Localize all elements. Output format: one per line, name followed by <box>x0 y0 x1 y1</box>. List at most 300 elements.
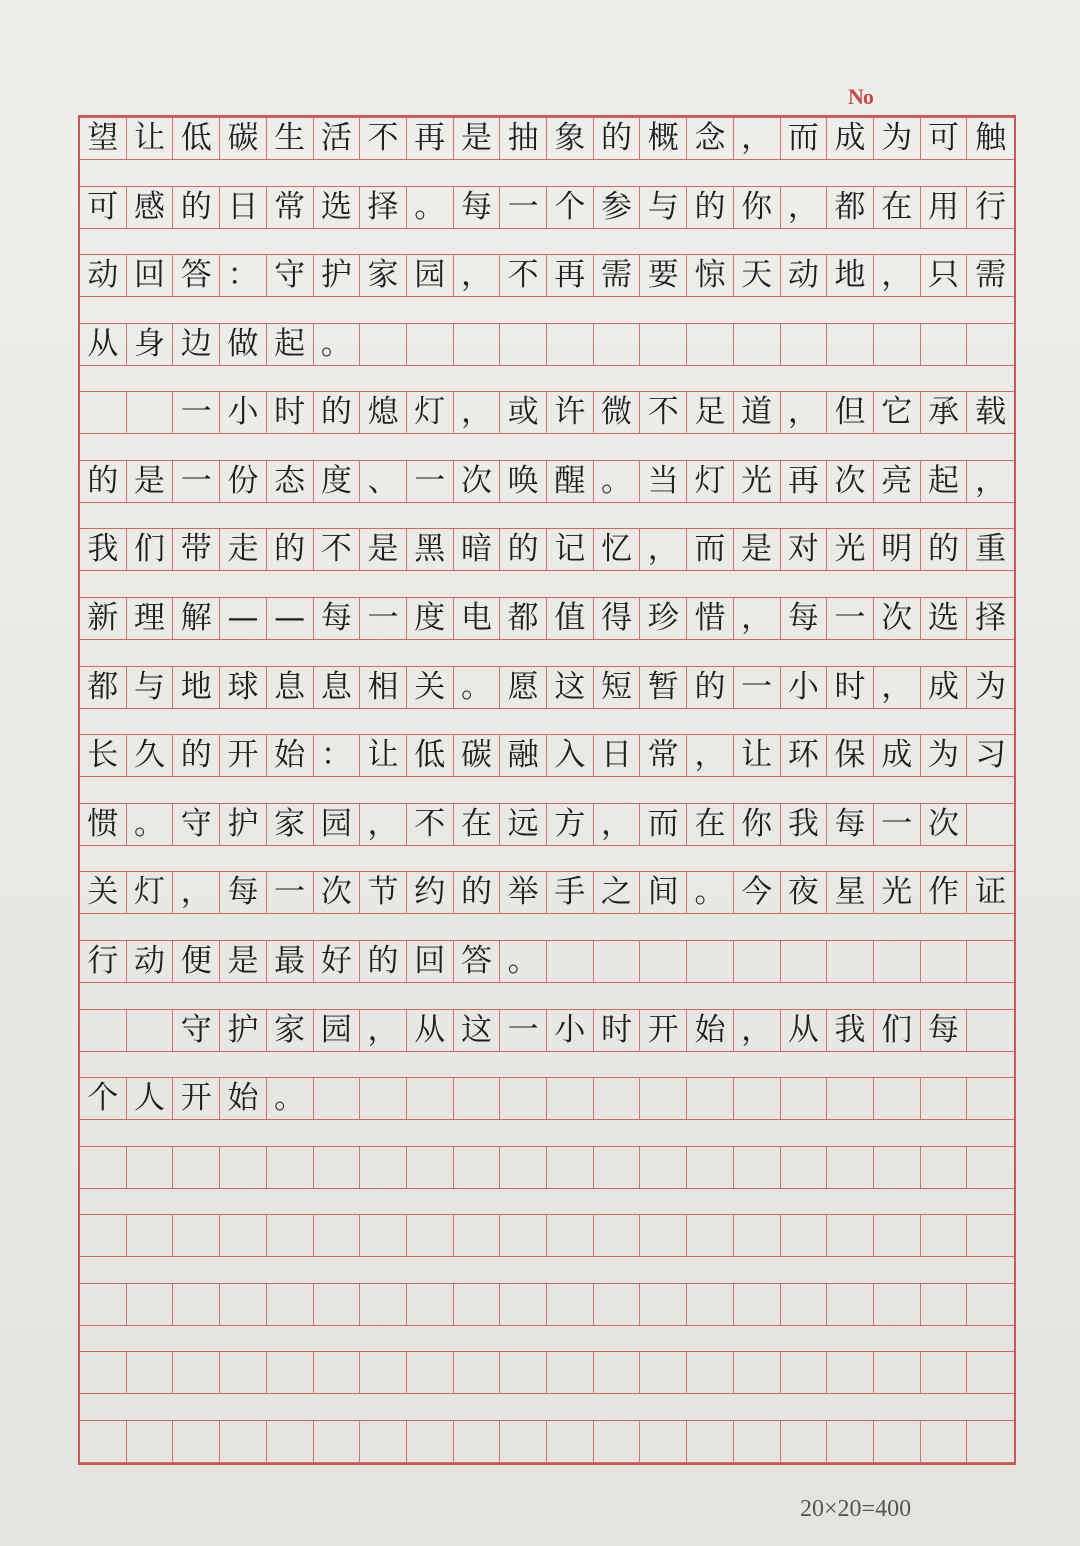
grid-cell <box>220 1284 267 1325</box>
grid-cell: ： <box>220 255 267 296</box>
grid-cell: 园 <box>314 1010 361 1051</box>
grid-cell <box>360 1421 407 1462</box>
grid-cell <box>220 1352 267 1393</box>
grid-cell <box>921 941 968 982</box>
grid-cell: 成 <box>874 735 921 776</box>
grid-cell <box>687 1284 734 1325</box>
grid-cell: 与 <box>127 667 174 708</box>
grid-cell: ， <box>360 1010 407 1051</box>
grid-cell: ， <box>594 804 641 845</box>
grid-cell <box>547 1078 594 1119</box>
grid-cell: 一 <box>827 598 874 639</box>
grid-cell: 碳 <box>220 118 267 159</box>
grid-cell <box>500 1147 547 1188</box>
grid-cell: 念 <box>687 118 734 159</box>
grid-cell: 择 <box>975 600 1007 636</box>
grid-cell: 道 <box>734 392 781 433</box>
grid-cell: 记 <box>547 529 594 570</box>
grid-cell: 好 <box>314 941 361 982</box>
grid-cell <box>314 1421 361 1462</box>
grid-cell: 始 <box>267 735 314 776</box>
grid-cell <box>173 1421 220 1462</box>
grid-cell <box>594 1215 641 1256</box>
grid-cell: 让 <box>127 118 174 159</box>
writing-grid <box>78 115 1016 1465</box>
grid-cell: 。 <box>454 667 501 708</box>
grid-cell <box>781 941 828 982</box>
grid-cell: ， <box>173 872 220 913</box>
grid-cell: — <box>220 598 267 639</box>
grid-cell <box>687 1147 734 1188</box>
grid-cell: 一 <box>500 1010 547 1051</box>
grid-row <box>80 460 1014 503</box>
grid-cell <box>874 1147 921 1188</box>
grid-cell <box>640 1352 687 1393</box>
grid-cell: 不 <box>407 804 454 845</box>
grid-cell: 动 <box>781 255 828 296</box>
grid-cell: 你 <box>734 804 781 845</box>
grid-cell: 或 <box>500 392 547 433</box>
grid-cell: 守 <box>173 1010 220 1051</box>
grid-cell: 愿 <box>500 667 547 708</box>
grid-cell <box>921 1421 968 1462</box>
grid-cell <box>173 1215 220 1256</box>
grid-cell <box>827 1421 874 1462</box>
grid-cell: 园 <box>407 255 454 296</box>
grid-cell <box>734 1284 781 1325</box>
grid-cell: 每 <box>314 598 361 639</box>
grid-cell: 保 <box>827 735 874 776</box>
grid-cell <box>967 1078 1014 1119</box>
grid-cell: 开 <box>220 735 267 776</box>
grid-cell <box>687 1215 734 1256</box>
grid-cell: ， <box>874 667 921 708</box>
grid-cell <box>360 1352 407 1393</box>
grid-cell: 暂 <box>640 667 687 708</box>
grid-cell: ， <box>454 255 501 296</box>
grid-cell: 常 <box>640 735 687 776</box>
grid-cell <box>407 324 454 365</box>
grid-row <box>80 1077 1014 1120</box>
grid-cell: 边 <box>173 324 220 365</box>
grid-cell: 这 <box>454 1010 501 1051</box>
grid-cell: 行 <box>80 941 127 982</box>
grid-cell: ： <box>314 735 361 776</box>
grid-cell: 触 <box>975 120 1007 156</box>
grid-cell: 份 <box>220 461 267 502</box>
grid-cell: 感 <box>127 187 174 228</box>
grid-cell: 再 <box>407 118 454 159</box>
grid-cell: 相 <box>360 667 407 708</box>
grid-row <box>80 1420 1014 1463</box>
grid-cell <box>640 324 687 365</box>
grid-cell: 为 <box>975 669 1007 705</box>
grid-cell: 次 <box>454 461 501 502</box>
grid-cell: 家 <box>267 1010 314 1051</box>
grid-cell: 与 <box>640 187 687 228</box>
grid-cell <box>267 1352 314 1393</box>
grid-cell: 的 <box>360 941 407 982</box>
grid-cell: 次 <box>827 461 874 502</box>
grid-row <box>80 940 1014 983</box>
grid-cell <box>734 1147 781 1188</box>
grid-cell <box>874 1284 921 1325</box>
grid-row <box>80 803 1014 846</box>
grid-cell: 光 <box>827 529 874 570</box>
grid-cell <box>267 1421 314 1462</box>
grid-cell <box>500 1078 547 1119</box>
grid-cell <box>967 1215 1014 1256</box>
grid-cell: 载 <box>975 394 1007 430</box>
grid-cell: 忆 <box>594 529 641 570</box>
grid-cell <box>267 1284 314 1325</box>
grid-cell: 。 <box>267 1078 314 1119</box>
grid-row <box>80 1146 1014 1189</box>
grid-cell: 成 <box>827 118 874 159</box>
grid-cell <box>781 324 828 365</box>
grid-cell <box>874 324 921 365</box>
grid-cell: 每 <box>220 872 267 913</box>
grid-cell <box>967 1010 1014 1051</box>
grid-cell: 回 <box>407 941 454 982</box>
grid-cell: 的 <box>267 529 314 570</box>
grid-cell: 不 <box>640 392 687 433</box>
grid-cell: 低 <box>173 118 220 159</box>
grid-cell: 的 <box>454 872 501 913</box>
grid-cell <box>640 1078 687 1119</box>
grid-cell <box>874 1078 921 1119</box>
grid-cell: 一 <box>734 667 781 708</box>
grid-cell: 次 <box>314 872 361 913</box>
grid-cell: 用 <box>921 187 968 228</box>
grid-cell <box>314 1078 361 1119</box>
grid-cell: 小 <box>547 1010 594 1051</box>
grid-cell: 它 <box>874 392 921 433</box>
grid-cell <box>594 324 641 365</box>
grid-cell <box>314 1284 361 1325</box>
grid-cell <box>547 1284 594 1325</box>
grid-cell: 而 <box>781 118 828 159</box>
grid-cell: 短 <box>594 667 641 708</box>
grid-cell: 但 <box>827 392 874 433</box>
grid-cell: 熄 <box>360 392 407 433</box>
grid-cell <box>500 1215 547 1256</box>
grid-cell: 开 <box>173 1078 220 1119</box>
grid-cell <box>827 1147 874 1188</box>
grid-cell: 始 <box>687 1010 734 1051</box>
grid-cell <box>921 324 968 365</box>
grid-cell <box>360 1284 407 1325</box>
grid-cell: 之 <box>594 872 641 913</box>
grid-cell: 习 <box>975 737 1007 773</box>
grid-cell <box>127 1421 174 1462</box>
grid-cell: 的 <box>80 461 127 502</box>
grid-cell: 我 <box>80 529 127 570</box>
grid-cell: 的 <box>687 187 734 228</box>
grid-cell: 足 <box>687 392 734 433</box>
grid-cell: 天 <box>734 255 781 296</box>
grid-cell: 是 <box>454 118 501 159</box>
grid-cell <box>594 1421 641 1462</box>
grid-cell <box>594 1284 641 1325</box>
grid-cell: 节 <box>360 872 407 913</box>
grid-cell: 要 <box>640 255 687 296</box>
grid-cell <box>967 1284 1014 1325</box>
grid-cell: 醒 <box>547 461 594 502</box>
grid-cell <box>967 941 1014 982</box>
grid-cell: 举 <box>500 872 547 913</box>
grid-cell: 。 <box>594 461 641 502</box>
grid-cell <box>827 1284 874 1325</box>
grid-cell <box>687 324 734 365</box>
grid-cell <box>500 1352 547 1393</box>
grid-cell: ， <box>734 1010 781 1051</box>
grid-cell: 地 <box>827 255 874 296</box>
grid-cell: 守 <box>267 255 314 296</box>
grid-cell: 身 <box>127 324 174 365</box>
grid-cell <box>547 941 594 982</box>
grid-cell: 惊 <box>687 255 734 296</box>
grid-cell <box>640 1421 687 1462</box>
grid-cell <box>500 1284 547 1325</box>
grid-cell: 可 <box>921 118 968 159</box>
grid-cell: 都 <box>80 667 127 708</box>
grid-cell: 个 <box>80 1078 127 1119</box>
grid-cell: 惯 <box>80 804 127 845</box>
grid-cell <box>827 1215 874 1256</box>
grid-cell <box>360 1215 407 1256</box>
grid-cell: ， <box>975 463 1007 499</box>
grid-cell <box>594 1078 641 1119</box>
grid-cell: 带 <box>173 529 220 570</box>
grid-row <box>80 117 1014 160</box>
grid-cell: 时 <box>827 667 874 708</box>
grid-cell: 是 <box>220 941 267 982</box>
grid-cell: 每 <box>454 187 501 228</box>
grid-cell <box>547 1215 594 1256</box>
grid-cell: ， <box>687 735 734 776</box>
grid-cell <box>407 1421 454 1462</box>
grid-cell: 择 <box>360 187 407 228</box>
grid-row <box>80 1283 1014 1326</box>
grid-cell: ， <box>781 187 828 228</box>
grid-cell <box>127 1010 174 1051</box>
grid-cell <box>500 1421 547 1462</box>
grid-cell: 灯 <box>127 872 174 913</box>
grid-cell: 动 <box>80 255 127 296</box>
grid-cell <box>640 1147 687 1188</box>
grid-cell: 证 <box>975 874 1007 910</box>
grid-cell: 在 <box>454 804 501 845</box>
grid-cell: 从 <box>781 1010 828 1051</box>
grid-cell: 为 <box>921 735 968 776</box>
grid-cell: 常 <box>267 187 314 228</box>
grid-cell <box>687 941 734 982</box>
grid-cell <box>687 1078 734 1119</box>
grid-cell <box>220 1147 267 1188</box>
grid-cell <box>781 1147 828 1188</box>
grid-cell: 息 <box>267 667 314 708</box>
grid-cell <box>454 1147 501 1188</box>
grid-cell: 成 <box>921 667 968 708</box>
grid-cell: 一 <box>874 804 921 845</box>
grid-cell: 象 <box>547 118 594 159</box>
grid-cell: 光 <box>874 872 921 913</box>
grid-cell <box>734 941 781 982</box>
grid-cell: 们 <box>874 1010 921 1051</box>
grid-cell <box>640 941 687 982</box>
grid-cell: 态 <box>267 461 314 502</box>
grid-cell <box>80 1284 127 1325</box>
grid-cell: 再 <box>781 461 828 502</box>
grid-cell <box>360 1147 407 1188</box>
grid-cell <box>173 1147 220 1188</box>
grid-cell <box>80 1352 127 1393</box>
grid-cell: 度 <box>407 598 454 639</box>
grid-row <box>80 391 1014 434</box>
grid-cell: 间 <box>640 872 687 913</box>
grid-row <box>80 1009 1014 1052</box>
grid-cell: 不 <box>500 255 547 296</box>
grid-cell <box>874 1421 921 1462</box>
grid-cell <box>781 1352 828 1393</box>
grid-cell: 是 <box>127 461 174 502</box>
grid-cell <box>127 1284 174 1325</box>
grid-cell: 你 <box>734 187 781 228</box>
grid-cell: 手 <box>547 872 594 913</box>
grid-cell: 答 <box>173 255 220 296</box>
grid-cell: 走 <box>220 529 267 570</box>
grid-cell: 久 <box>127 735 174 776</box>
grid-cell: 低 <box>407 735 454 776</box>
grid-cell <box>827 1352 874 1393</box>
grid-row <box>80 666 1014 709</box>
grid-cell: 不 <box>314 529 361 570</box>
grid-cell: 参 <box>594 187 641 228</box>
grid-cell: 小 <box>781 667 828 708</box>
grid-cell <box>547 1147 594 1188</box>
grid-cell: 得 <box>594 598 641 639</box>
grid-cell <box>781 1284 828 1325</box>
grid-cell <box>781 1215 828 1256</box>
grid-cell: 的 <box>314 392 361 433</box>
grid-cell: 我 <box>781 804 828 845</box>
grid-cell <box>547 324 594 365</box>
grid-cell: 次 <box>874 598 921 639</box>
grid-cell: 这 <box>547 667 594 708</box>
grid-cell <box>173 1352 220 1393</box>
grid-cell <box>967 804 1014 845</box>
grid-cell: 环 <box>781 735 828 776</box>
grid-cell: 关 <box>407 667 454 708</box>
grid-cell <box>640 1215 687 1256</box>
grid-count-label: 20×20=400 <box>800 1496 912 1522</box>
grid-cell <box>967 1147 1014 1188</box>
grid-cell: 都 <box>827 187 874 228</box>
grid-cell: 电 <box>454 598 501 639</box>
grid-cell: 。 <box>407 187 454 228</box>
grid-cell <box>827 1078 874 1119</box>
grid-cell: 许 <box>547 392 594 433</box>
grid-cell: 作 <box>921 872 968 913</box>
grid-cell: 起 <box>267 324 314 365</box>
grid-cell <box>454 1421 501 1462</box>
grid-row <box>80 734 1014 777</box>
grid-cell <box>267 1215 314 1256</box>
grid-cell: ， <box>734 598 781 639</box>
grid-cell: 护 <box>220 1010 267 1051</box>
grid-cell: 再 <box>547 255 594 296</box>
grid-cell: 而 <box>640 804 687 845</box>
grid-cell: 选 <box>921 598 968 639</box>
grid-cell: 一 <box>407 461 454 502</box>
grid-cell: 新 <box>80 598 127 639</box>
grid-cell: 可 <box>80 187 127 228</box>
grid-cell: 每 <box>781 598 828 639</box>
grid-row <box>80 323 1014 366</box>
grid-cell: ， <box>360 804 407 845</box>
grid-cell: 而 <box>687 529 734 570</box>
grid-row <box>80 186 1014 229</box>
grid-cell: 的 <box>173 187 220 228</box>
grid-cell: 一 <box>267 872 314 913</box>
grid-cell: 选 <box>314 187 361 228</box>
grid-cell <box>874 1352 921 1393</box>
grid-cell: 护 <box>220 804 267 845</box>
grid-cell: 方 <box>547 804 594 845</box>
grid-cell: 承 <box>921 392 968 433</box>
grid-cell: 地 <box>173 667 220 708</box>
grid-cell <box>454 1215 501 1256</box>
grid-row <box>80 871 1014 914</box>
grid-cell <box>734 1421 781 1462</box>
grid-cell: 开 <box>640 1010 687 1051</box>
grid-cell: 球 <box>220 667 267 708</box>
grid-cell: 值 <box>547 598 594 639</box>
grid-cell: 今 <box>734 872 781 913</box>
grid-cell <box>734 1352 781 1393</box>
grid-cell <box>781 1421 828 1462</box>
grid-cell: 一 <box>173 461 220 502</box>
grid-cell <box>594 1147 641 1188</box>
grid-cell: 行 <box>975 189 1007 225</box>
grid-cell <box>454 324 501 365</box>
grid-cell: 答 <box>454 941 501 982</box>
grid-cell <box>734 324 781 365</box>
grid-cell <box>967 1352 1014 1393</box>
grid-cell <box>360 324 407 365</box>
grid-cell: 惜 <box>687 598 734 639</box>
grid-cell: 每 <box>827 804 874 845</box>
grid-cell: 约 <box>407 872 454 913</box>
grid-cell: 园 <box>314 804 361 845</box>
grid-cell: 活 <box>314 118 361 159</box>
grid-cell: 起 <box>921 461 968 502</box>
grid-cell: 回 <box>127 255 174 296</box>
grid-cell: 最 <box>267 941 314 982</box>
grid-cell: 是 <box>734 529 781 570</box>
grid-cell: 望 <box>80 118 127 159</box>
grid-cell: 关 <box>80 872 127 913</box>
grid-cell <box>80 1421 127 1462</box>
grid-cell: 星 <box>827 872 874 913</box>
grid-cell: ， <box>454 392 501 433</box>
grid-cell: 唤 <box>500 461 547 502</box>
grid-cell <box>454 1284 501 1325</box>
grid-cell: 我 <box>827 1010 874 1051</box>
grid-cell: 让 <box>360 735 407 776</box>
grid-cell: 解 <box>173 598 220 639</box>
